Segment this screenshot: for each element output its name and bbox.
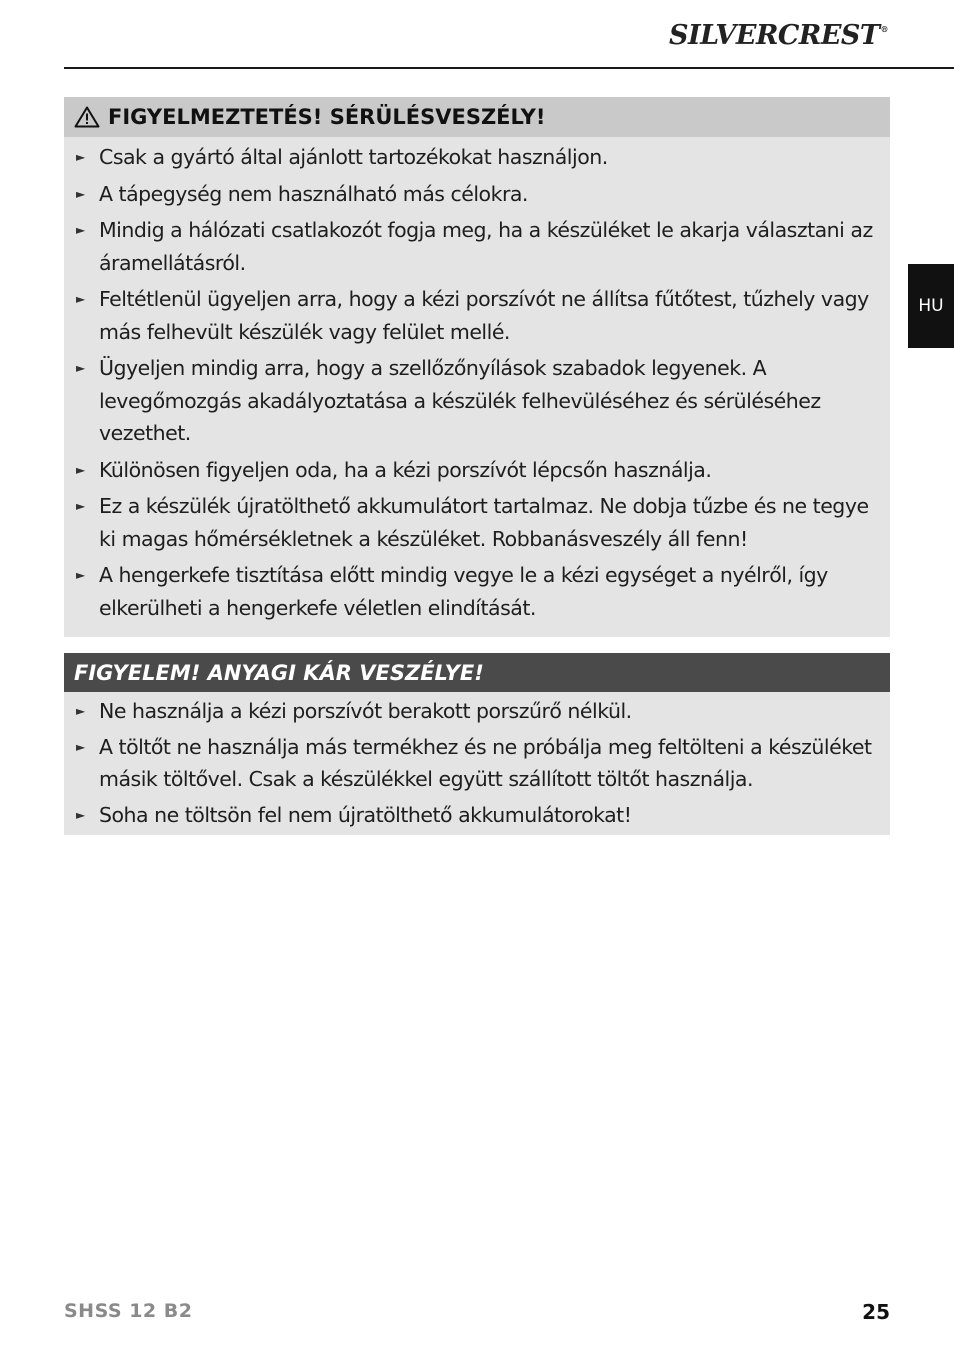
list-item [76,695,874,728]
list-item [76,178,874,211]
brand-name: SILVERCREST [669,20,880,51]
warning-header [64,97,890,137]
list-item-text: Feltétlenül ügyeljen arra, hogy a kézi porszívót ne állítsa fűtőtest, tűzhely vagy más felhevült készülék vagy felület mellé. [99,287,869,344]
bullet-arrow-icon: ► [76,186,85,201]
bullet-arrow-icon: ► [76,704,85,718]
list-item [76,490,874,555]
bullet-arrow-icon: ► [76,292,85,306]
bullet-arrow-icon: ► [76,150,85,164]
footer-model: SHSS 12 B2 [64,1300,193,1322]
list-item [76,352,874,450]
bullet-arrow-icon: ► [76,499,85,513]
list-item-text: A töltőt ne használja más termékhez és ne próbálja meg feltölteni a készüléket másik töltővel. Csak a készülékkel együtt szállított töltőt használja. [99,734,872,791]
language-tab [908,264,954,348]
caution-title: FIGYELEM! ANYAGI KÁR VESZÉLYE! [74,660,484,685]
caution-header [64,653,890,692]
caution-box [64,653,890,835]
bullet-arrow-icon: ► [76,462,85,477]
registered-mark: ® [880,24,888,34]
list-item-text: Soha ne töltsön fel nem újratölthető akkumulátorokat! [99,802,632,827]
page-number: 25 [862,1300,890,1324]
language-tab-label: HU [918,296,944,316]
brand-logo [669,20,888,51]
list-item [76,454,874,487]
list-item-text: Ne használja a kézi porszívót berakott porszűrő nélkül. [99,699,632,723]
bullet-arrow-icon: ► [76,361,85,375]
list-item [76,214,874,279]
bullet-arrow-icon: ► [76,807,85,822]
list-item-text: Mindig a hálózati csatlakozót fogja meg, ha a készüléket le akarja választani az áramellátásról. [99,218,873,275]
warning-triangle-icon [74,106,100,128]
list-item [76,283,874,348]
header-rule [64,67,954,69]
bullet-arrow-icon: ► [76,568,85,582]
list-item-text: A tápegység nem használható más célokra. [99,181,528,206]
list-item [76,799,874,832]
list-item-text: Különösen figyeljen oda, ha a kézi porszívót lépcsőn használja. [99,457,712,482]
warning-list [64,137,890,624]
caution-list [64,692,890,831]
list-item-text: Csak a gyártó által ajánlott tartozékokat használjon. [99,145,608,169]
list-item-text: Ügyeljen mindig arra, hogy a szellőzőnyílások szabadok legyenek. A levegőmozgás akadályoztatása a készülék felhevüléséhez és sérüléséhez vezethet. [99,356,821,445]
list-item-text: Ez a készülék újratölthető akkumulátort tartalmaz. Ne dobja tűzbe és ne tegye ki magas hőmérsékletnek a készüléket. Robbanásveszély áll fenn! [99,494,869,551]
bullet-arrow-icon: ► [76,223,85,237]
list-item [76,731,874,796]
warning-title: FIGYELMEZTETÉS! SÉRÜLÉSVESZÉLY! [108,105,546,129]
list-item [76,559,874,624]
bullet-arrow-icon: ► [76,739,85,754]
list-item-text: A hengerkefe tisztítása előtt mindig vegye le a kézi egységet a nyélről, így elkerülheti a hengerkefe véletlen elindítását. [99,563,828,620]
warning-box [64,97,890,637]
list-item [76,141,874,174]
